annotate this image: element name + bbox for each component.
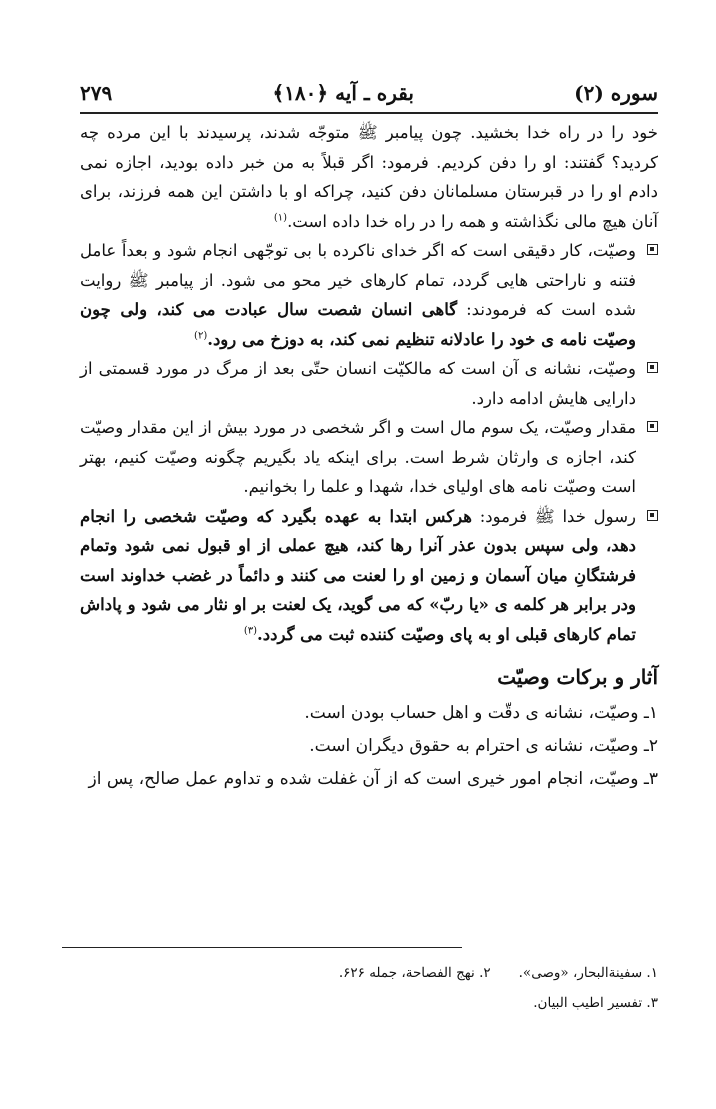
bullet-text: وصیّت، نشانه ی آن است که مالکیّت انسان حتّی بعد از مرگ در مورد قسمتی از دارایی هایش ادامه دارد. bbox=[80, 359, 636, 408]
footnote-1: ۱. سفینةالبحار، «وصی». bbox=[518, 965, 658, 981]
numbered-item: ۱ـ وصیّت، نشانه ی دقّت و اهل حساب بودن است. bbox=[304, 702, 658, 723]
main-text bbox=[80, 118, 658, 796]
bullet-text: رسول خدا ﷺ فرمود: bbox=[471, 506, 636, 526]
footnotes bbox=[260, 958, 658, 1018]
numbered-item: ۲ـ وصیّت، نشانه ی احترام به حقوق دیگران است. bbox=[309, 735, 658, 756]
bullet-quote: هرکس ابتدا به عهده بگیرد که وصیّت شخصی را انجام دهد، ولی سپس بدون عذر آنرا رها کند، هیچ عملی از او قبول نمی شود وتمام فرشتگانِ میان آسمان و زمین او را لعنت می کنند و دائماً در غضب خداوند است ودر برابر هر کلمه ی «یا ربّ» که می گوید، یک لعنت بر او نثار می شود و پاداش تمام کارهای قبلی او به پای وصیّت کننده ثبت می گردد. bbox=[80, 506, 636, 644]
page-number: ۲۷۹ bbox=[80, 81, 113, 105]
footnote-ref: (۱) bbox=[273, 212, 288, 223]
bullet-item bbox=[80, 502, 658, 650]
square-bullet-icon bbox=[647, 510, 658, 521]
square-bullet-icon bbox=[647, 244, 658, 255]
numbered-item: ۳ـ وصیّت، انجام امور خیری است که از آن غفلت شده و تداوم عمل صالح، پس از bbox=[88, 768, 658, 789]
footnote-line bbox=[260, 988, 658, 1018]
footnote-ref: (۲) bbox=[194, 330, 208, 341]
footnote-divider bbox=[62, 947, 462, 948]
bullet-item bbox=[80, 236, 658, 354]
surah-label: سوره (۲) bbox=[574, 81, 658, 105]
footnote-3: ۳. تفسیر اطیب البیان. bbox=[533, 995, 658, 1011]
section-heading: آثار و برکات وصیّت bbox=[497, 665, 658, 689]
intro-paragraph bbox=[80, 118, 658, 236]
square-bullet-icon bbox=[647, 362, 658, 373]
square-bullet-icon bbox=[647, 421, 658, 432]
footnote-line bbox=[260, 958, 658, 988]
bullet-item bbox=[80, 354, 658, 413]
running-header bbox=[80, 76, 658, 110]
intro-text: خود را در راه خدا بخشید. چون پیامبر ﷺ متوجّه شدند، پرسیدند با این مرده چه کردید؟ گفتند: او را دفن کردیم. فرمود: اگر قبلاً به من خبر داده بودید، اجازه نمی دادم او را در قبرستان مسلمانان دفن کنید، چراکه او با داشتن این همه فرزند، برای آنان هیچ مالی نگذاشته و همه را در راه خدا داده است. bbox=[80, 123, 658, 231]
bullet-quote: گاهی انسان شصت سال عبادت می کند، ولی چون وصیّت نامه ی خود را عادلانه تنظیم نمی کند، به دوزخ می رود. bbox=[80, 300, 636, 349]
footnote-ref: (۳) bbox=[243, 625, 258, 636]
verse-label: بقره ـ آیه ﴿۱۸۰﴾ bbox=[272, 81, 414, 105]
header-divider bbox=[80, 112, 658, 114]
bullet-text: وصیّت، کار دقیقی است که اگر خدای ناکرده با بی توجّهی انجام شود و بعداً عامل فتنه و ناراحتی هایی گردد، تمام کارهای خیر محو می شود. از پیامبر ﷺ روایت شده است که فرمودند: bbox=[80, 241, 636, 319]
bullet-item bbox=[80, 413, 658, 502]
bullet-text: مقدار وصیّت، یک سوم مال است و اگر شخصی در مورد بیش از این مقدار وصیّت کند، اجازه ی وارثان شرط است. برای اینکه یاد بگیریم چگونه وصیّت کنیم، بهتر است وصیّت نامه های اولیای خدا، شهدا و علما را بخوانیم. bbox=[80, 418, 636, 496]
footnote-2: ۲. نهج الفصاحة، جمله ۶۲۶. bbox=[338, 965, 491, 981]
